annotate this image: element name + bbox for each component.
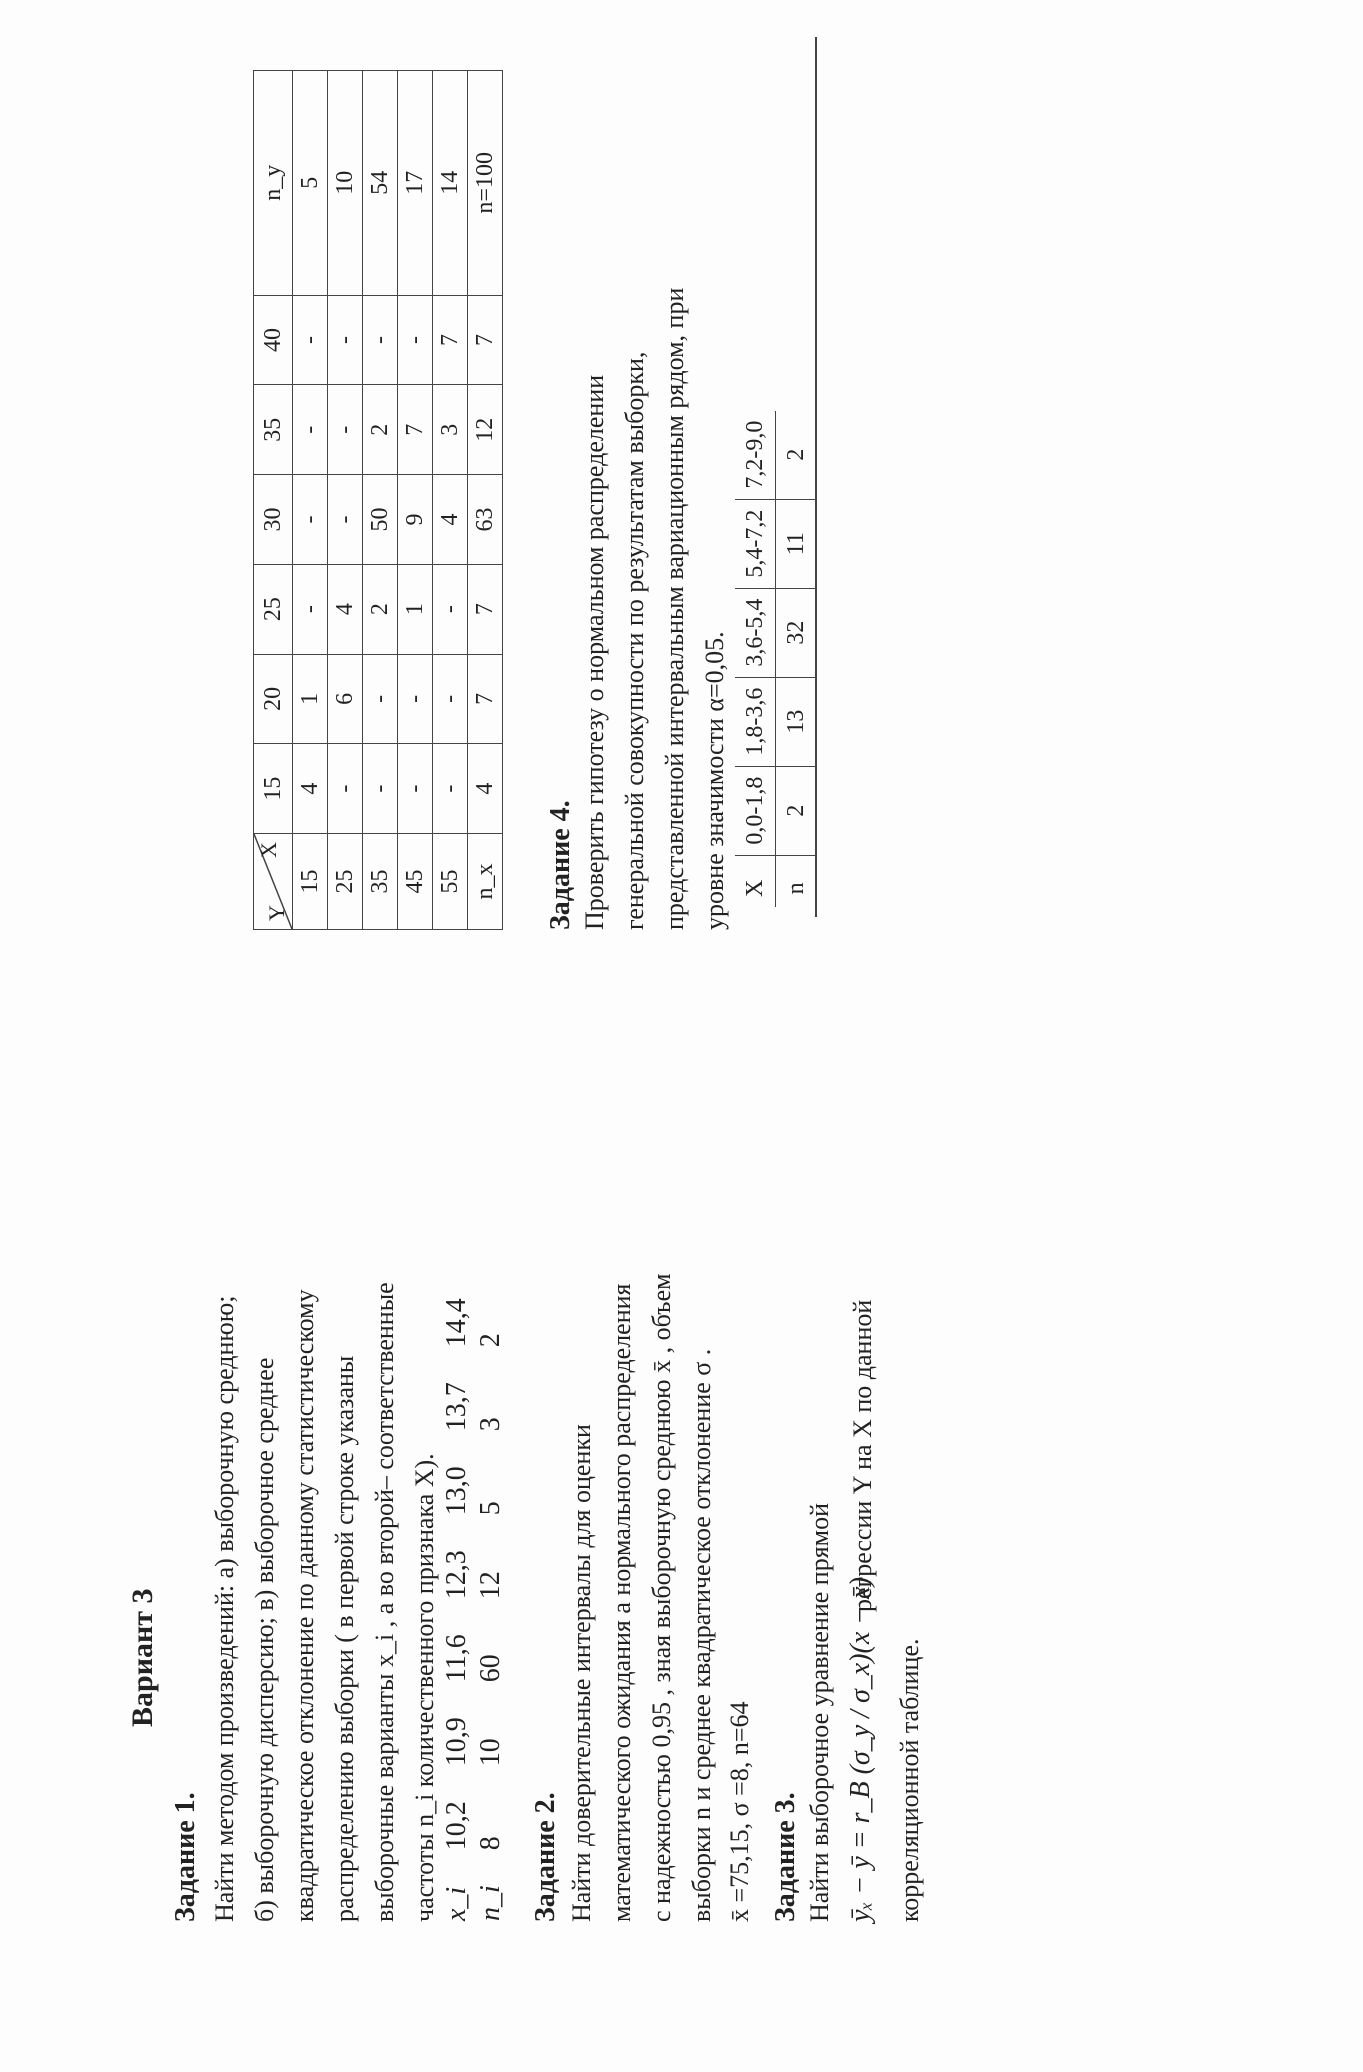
task4-interval: 7,2-9,0 <box>735 411 776 500</box>
corr-cell: - <box>398 744 433 834</box>
task4-interval-table <box>735 411 816 907</box>
task4-freq: 11 <box>776 499 817 588</box>
corr-cell: 4 <box>433 475 468 565</box>
task1-n-value: 12 <box>475 1571 506 1600</box>
corr-row <box>328 71 363 930</box>
corr-cell: 1 <box>398 564 433 654</box>
corr-cell: - <box>293 295 328 385</box>
corr-x-header: 15 <box>254 744 293 834</box>
corr-cell: 2 <box>363 564 398 654</box>
task2-line: выборки n и среднее квадратическое отклонение σ . <box>687 1348 716 1922</box>
corr-header-row <box>254 71 293 930</box>
task3-line3: корреляционной таблице. <box>895 1638 924 1922</box>
task4-table-rule <box>815 37 817 917</box>
task2-line: Найти доверительные интервалы для оценки <box>567 1424 596 1922</box>
corr-cell: - <box>433 744 468 834</box>
task3-line1: Найти выборочное уравнение прямой <box>805 1502 834 1922</box>
task1-line: выборочные варианты x_i , а во второй– соответственные <box>370 1282 399 1922</box>
task1-line: Найти методом произведений: а) выборочную среднюю; <box>210 1295 239 1922</box>
task4-n-row <box>776 411 817 907</box>
corr-cell: - <box>328 744 363 834</box>
task4-freq: 13 <box>776 677 817 766</box>
corr-cell: - <box>363 744 398 834</box>
task2-heading: Задание 2. <box>530 1792 561 1922</box>
corr-ny-header: n_y <box>254 71 293 296</box>
corr-row <box>433 71 468 930</box>
task1-n-value: 3 <box>475 1417 506 1432</box>
corr-cell: - <box>328 475 363 565</box>
corner-x-label: X <box>256 842 281 858</box>
corr-nx-value: 12 <box>468 385 503 475</box>
corr-ny-cell: 14 <box>433 71 468 296</box>
task1-x-label: x_i <box>441 1886 472 1921</box>
task1-x-value: 13,0 <box>441 1466 472 1516</box>
task1-n-value: 60 <box>475 1654 506 1683</box>
corr-cell: - <box>328 295 363 385</box>
corr-cell: 7 <box>433 295 468 385</box>
corr-cell: - <box>328 385 363 475</box>
corr-y-label: 55 <box>433 834 468 930</box>
corr-nx-value: 4 <box>468 744 503 834</box>
corr-x-header: 20 <box>254 654 293 744</box>
task4-line: генеральной совокупности по результатам выборки, <box>620 351 649 930</box>
task4-interval: 1,8-3,6 <box>735 677 776 766</box>
corr-ny-cell: 10 <box>328 71 363 296</box>
task1-x-value: 13,7 <box>441 1382 472 1432</box>
task4-freq: 2 <box>776 766 817 855</box>
corr-nx-value: 63 <box>468 475 503 565</box>
corr-ny-cell: 54 <box>363 71 398 296</box>
corr-nx-row <box>468 71 503 930</box>
corr-cell: 1 <box>293 654 328 744</box>
task4-freq: 2 <box>776 411 817 500</box>
corr-cell: - <box>433 564 468 654</box>
task2-text <box>562 1122 722 1922</box>
corr-cell: 9 <box>398 475 433 565</box>
corr-y-label: 35 <box>363 834 398 930</box>
task4-x-row <box>735 411 776 907</box>
corr-y-label: 45 <box>398 834 433 930</box>
task1-line: распределению выборки ( в первой строке указаны <box>330 1355 359 1922</box>
task2-given: x̄ =75,15, σ =8, n=64 <box>725 1701 754 1922</box>
corr-cell: - <box>293 475 328 565</box>
task4-n-label: n <box>782 882 809 895</box>
corr-x-header: 35 <box>254 385 293 475</box>
variant-title: Вариант 3 <box>126 1588 159 1727</box>
corr-nx-value: 7 <box>468 654 503 744</box>
task4-interval: 5,4-7,2 <box>735 499 776 588</box>
correlation-table <box>253 70 503 930</box>
corr-cell: 3 <box>433 385 468 475</box>
corr-cell: 7 <box>398 385 433 475</box>
corr-row <box>363 71 398 930</box>
task4-interval: 3,6-5,4 <box>735 588 776 677</box>
task1-line: квадратическое отклонение по данному статистическому <box>290 1289 319 1922</box>
task1-text <box>205 1122 445 1922</box>
task1-x-value: 10,9 <box>441 1717 472 1767</box>
corner-y-label: Y <box>264 905 289 921</box>
task4-freq: 32 <box>776 588 817 677</box>
task4-line: Проверить гипотезу о нормальном распределении <box>580 374 609 930</box>
task1-heading: Задание 1. <box>170 1792 201 1922</box>
task1-n-value: 2 <box>475 1333 506 1348</box>
corr-cell: 4 <box>293 744 328 834</box>
task1-n-value: 10 <box>475 1738 506 1767</box>
corr-cell: - <box>433 654 468 744</box>
corr-total: n=100 <box>468 71 503 296</box>
corr-cell: - <box>293 564 328 654</box>
task1-n-value: 8 <box>475 1836 506 1851</box>
corr-y-label: 15 <box>293 834 328 930</box>
corr-cell: - <box>398 654 433 744</box>
corr-y-label: 25 <box>328 834 363 930</box>
task1-line: б) выборочную дисперсию; в) выборочное среднее <box>250 1357 279 1922</box>
task4-x-label: X <box>735 855 776 907</box>
corr-cell: - <box>363 654 398 744</box>
corr-cell: 2 <box>363 385 398 475</box>
corr-corner-cell <box>254 834 293 930</box>
task3-heading: Задание 3. <box>770 1792 801 1922</box>
corr-x-header: 40 <box>254 295 293 385</box>
task4-heading: Задание 4. <box>545 800 576 930</box>
corr-x-header: 30 <box>254 475 293 565</box>
corr-cell: - <box>293 385 328 475</box>
task2-line: математического ожидания a нормального распределения <box>607 1283 636 1922</box>
task1-n-value: 5 <box>475 1501 506 1516</box>
corr-row <box>398 71 433 930</box>
task1-x-value: 12,3 <box>441 1550 472 1600</box>
corr-ny-cell: 17 <box>398 71 433 296</box>
corr-x-header: 25 <box>254 564 293 654</box>
task1-n-row <box>474 1264 508 1922</box>
task1-x-value: 14,4 <box>441 1298 472 1348</box>
task1-n-label: n_i <box>475 1885 506 1921</box>
corr-cell: 50 <box>363 475 398 565</box>
task1-x-row <box>440 1264 474 1922</box>
corr-ny-cell: 5 <box>293 71 328 296</box>
task1-x-value: 10,2 <box>441 1801 472 1851</box>
corr-nx-value: 7 <box>468 564 503 654</box>
task1-table <box>440 1264 508 1922</box>
corr-cell: - <box>398 295 433 385</box>
corr-cell: 4 <box>328 564 363 654</box>
task2-line: с надежностью 0,95 , зная выборочную среднюю x̄ , объем <box>647 1273 676 1922</box>
corr-nx-label: n_x <box>468 834 503 930</box>
task4-interval: 0,0-1,8 <box>735 766 776 855</box>
task3-line2: регрессии Y на X по данной <box>848 1299 877 1612</box>
corr-row <box>293 71 328 930</box>
task3-regression-formula: ȳₓ − ȳ = r_B (σ_y / σ_x)(x − x̄) <box>845 1577 876 1922</box>
corr-cell: 6 <box>328 654 363 744</box>
task4-text <box>575 70 735 930</box>
task4-line: представленной интервальным вариационным рядом, при <box>660 287 689 930</box>
task1-x-value: 11,6 <box>441 1634 472 1683</box>
task1-line: частоты n_i количественного признака X). <box>410 1453 439 1922</box>
corr-cell: - <box>363 295 398 385</box>
corr-nx-value: 7 <box>468 295 503 385</box>
task4-line: уровне значимости α=0,05. <box>700 631 729 930</box>
